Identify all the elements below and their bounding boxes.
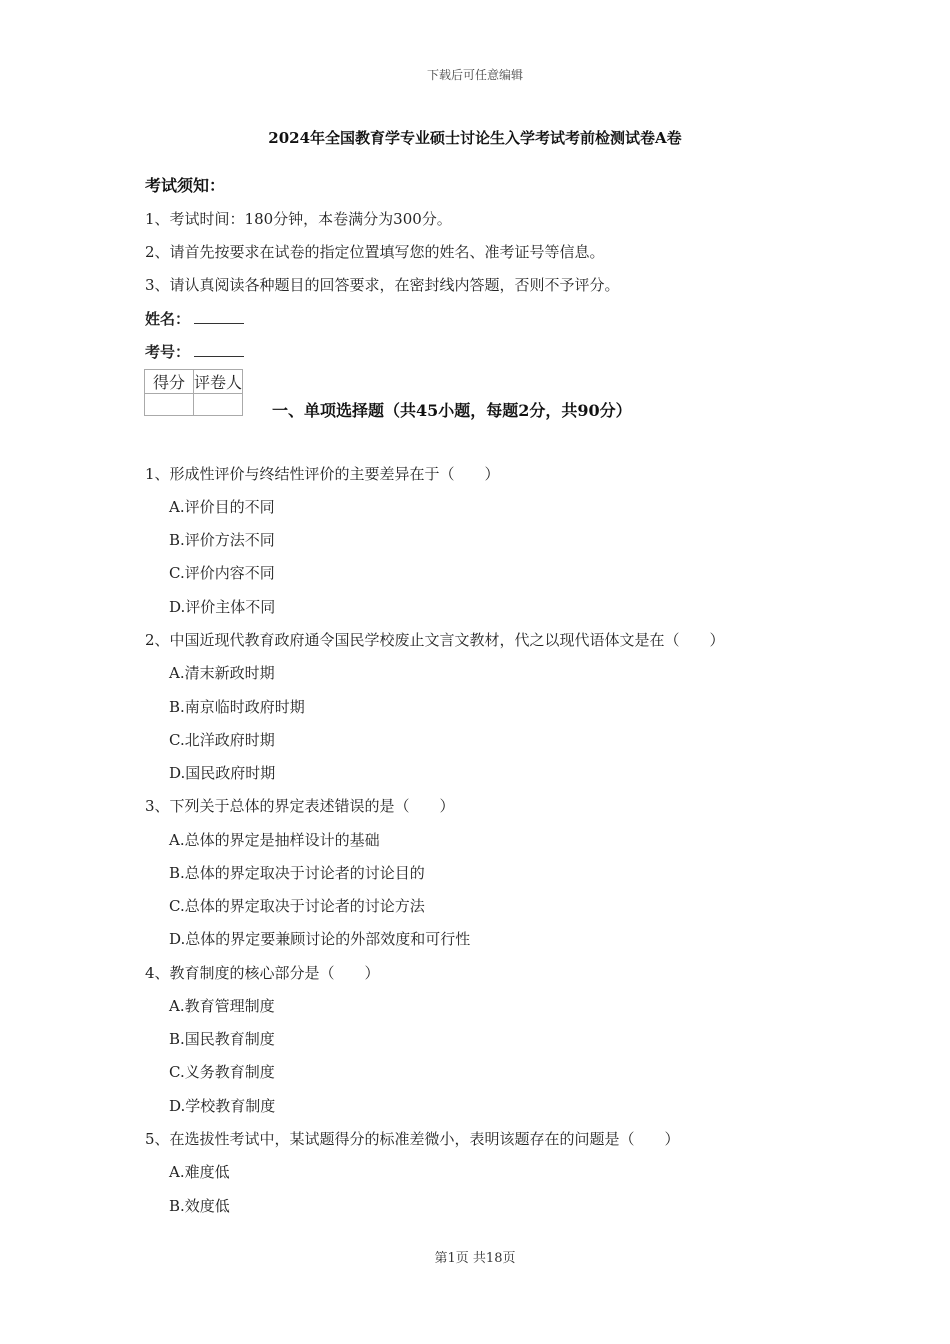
option: B.效度低 (169, 1197, 230, 1215)
option: B.总体的界定取决于讨论者的讨论目的 (169, 864, 425, 882)
question: 5、在选拔性考试中，某试题得分的标准差微小，表明该题存在的问题是（ ） (145, 1130, 680, 1148)
notice-item: 2、请首先按要求在试卷的指定位置填写您的姓名、准考证号等信息。 (145, 243, 605, 261)
score-cell[interactable] (145, 394, 194, 416)
option: A.清末新政时期 (169, 664, 275, 682)
notice-item: 3、请认真阅读各种题目的回答要求，在密封线内答题，否则不予评分。 (145, 276, 620, 294)
question: 3、下列关于总体的界定表述错误的是（ ） (145, 797, 455, 815)
option: C.评价内容不同 (169, 564, 275, 582)
option: D.总体的界定要兼顾讨论的外部效度和可行性 (169, 930, 471, 948)
grader-header: 评卷人 (194, 370, 243, 394)
grader-cell[interactable] (194, 394, 243, 416)
score-header: 得分 (145, 370, 194, 394)
question: 4、教育制度的核心部分是（ ） (145, 964, 380, 982)
score-table (144, 369, 243, 416)
option: A.总体的界定是抽样设计的基础 (169, 831, 380, 849)
name-blank[interactable] (194, 309, 244, 324)
option: A.难度低 (169, 1163, 230, 1181)
option: B.南京临时政府时期 (169, 698, 305, 716)
option: C.义务教育制度 (169, 1063, 275, 1081)
option: D.学校教育制度 (169, 1097, 276, 1115)
option: D.国民政府时期 (169, 764, 276, 782)
question: 2、中国近现代教育政府通令国民学校废止文言文教材，代之以现代语体文是在（ ） (145, 631, 725, 649)
id-label: 考号： (145, 343, 191, 361)
option: B.国民教育制度 (169, 1030, 275, 1048)
option: C.总体的界定取决于讨论者的讨论方法 (169, 897, 425, 915)
question: 1、形成性评价与终结性评价的主要差异在于（ ） (145, 465, 500, 483)
id-blank[interactable] (194, 342, 244, 357)
option: B.评价方法不同 (169, 531, 275, 549)
id-field (145, 341, 244, 362)
page-footer: 第1页 共18页 (434, 1251, 516, 1266)
option: D.评价主体不同 (169, 598, 276, 616)
notice-heading: 考试须知： (145, 176, 226, 195)
section-title: 一、单项选择题（共45小题，每题2分，共90分） (272, 401, 632, 420)
option: C.北洋政府时期 (169, 731, 275, 749)
name-field (145, 308, 244, 329)
page-title: 2024年全国教育学专业硕士讨论生入学考试考前检测试卷A卷 (268, 129, 682, 147)
option: A.评价目的不同 (169, 498, 275, 516)
notice-item: 1、考试时间：180分钟，本卷满分为300分。 (145, 210, 452, 228)
option: A.教育管理制度 (169, 997, 275, 1015)
header-note: 下载后可任意编辑 (426, 68, 523, 82)
name-label: 姓名： (145, 310, 191, 328)
